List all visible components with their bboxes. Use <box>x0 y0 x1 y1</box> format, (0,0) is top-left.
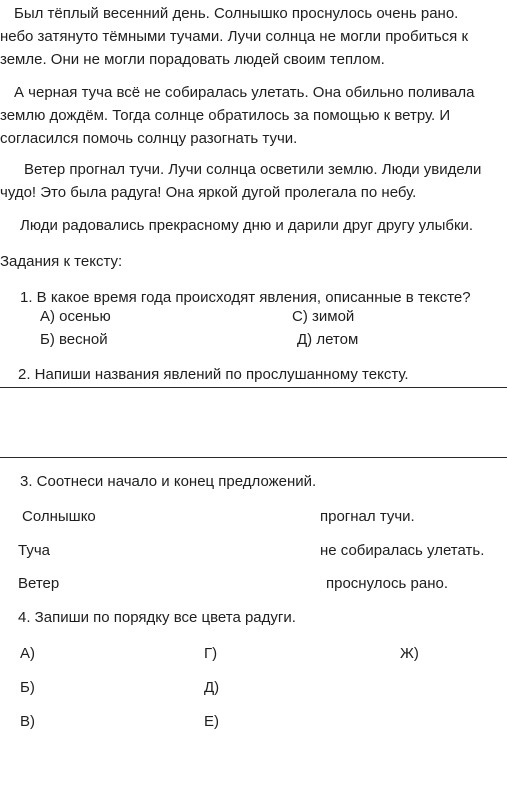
q3-right-2: не собиралась улетать. <box>320 542 485 559</box>
q4-slot-g: Г) <box>204 645 218 662</box>
q4-slot-a: А) <box>20 645 35 662</box>
paragraph-2-line-1: А черная туча всё не собиралась улетать. Она обильно поливала <box>14 84 475 101</box>
q3-right-1: прогнал тучи. <box>320 508 415 525</box>
q4-slot-v: В) <box>20 713 35 730</box>
q4-slot-b: Б) <box>20 679 35 696</box>
question-1: 1. В какое время года происходят явления, описанные в тексте? <box>20 289 471 306</box>
divider-bottom <box>0 457 507 458</box>
tasks-heading: Задания к тексту: <box>0 253 123 270</box>
question-2: 2. Напиши названия явлений по прослушанному тексту. <box>18 366 409 383</box>
paragraph-1-line-1: Был тёплый весенний день. Солнышко проснулось очень рано. <box>14 5 459 22</box>
paragraph-4-line-1: Люди радовались прекрасному дню и дарили друг другу улыбки. <box>20 217 474 234</box>
q1-option-a: А) осенью <box>40 308 111 325</box>
paragraph-1-line-2: небо затянуто тёмными тучами. Лучи солнца не могли пробиться к <box>0 28 469 45</box>
q1-option-c: С) зимой <box>292 308 355 325</box>
q3-left-2: Туча <box>18 542 50 559</box>
paragraph-2-line-2: землю дождём. Тогда солнце обратилось за помощью к ветру. И <box>0 107 451 124</box>
q3-left-1: Солнышко <box>22 508 96 525</box>
paragraph-3-line-2: чудо! Это была радуга! Она яркой дугой пролегала по небу. <box>0 184 417 201</box>
q3-left-3: Ветер <box>18 575 60 592</box>
q4-slot-e: Е) <box>204 713 219 730</box>
q1-option-d: Д) летом <box>297 331 359 348</box>
divider-top <box>0 387 507 388</box>
q1-option-b: Б) весной <box>40 331 108 348</box>
question-4: 4. Запиши по порядку все цвета радуги. <box>18 609 296 626</box>
paragraph-3-line-1: Ветер прогнал тучи. Лучи солнца осветили землю. Люди увидели <box>24 161 482 178</box>
q4-slot-d: Д) <box>204 679 220 696</box>
paragraph-1-line-3: земле. Они не могли порадовать людей своим теплом. <box>0 51 385 68</box>
question-3: 3. Соотнеси начало и конец предложений. <box>20 473 317 490</box>
q3-right-3: проснулось рано. <box>326 575 448 592</box>
q4-slot-zh: Ж) <box>400 645 419 662</box>
paragraph-2-line-3: согласился помочь солнцу разогнать тучи. <box>0 130 298 147</box>
